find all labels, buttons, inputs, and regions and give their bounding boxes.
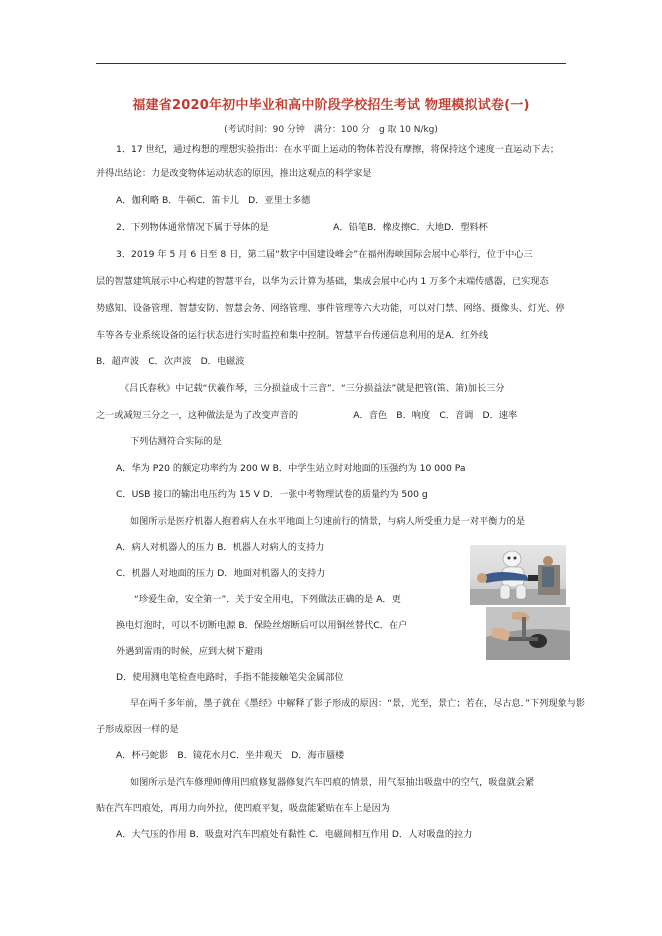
page-title: 福建省2020年初中毕业和高中阶段学校招生考试 物理模拟试卷(一): [132, 98, 530, 113]
question-3-options: B．超声波 C．次声波 D．电磁波: [96, 356, 245, 367]
question-6-options-ab: A．病人对机器人的压力 B．机器人对病人的支持力: [116, 542, 325, 553]
exam-info: (考试时间：90 分钟 满分：100 分 g 取 10 N/kg): [224, 125, 438, 135]
question-7-line-3: 外遇到雷雨的时候，应到大树下避雨: [116, 646, 263, 657]
question-7-line-2: 换电灯泡时，可以不切断电源 B．保险丝熔断后可以用铜丝替代C．在户: [116, 620, 408, 631]
question-7-line-1: “珍爱生命，安全第一”．关于安全用电，下列做法正确的是 A．更: [134, 594, 401, 605]
question-6-stem: 如图所示是医疗机器人抱着病人在水平地面上匀速前行的情景，与病人所受重力是一对平衡力的是: [130, 516, 526, 527]
question-5-stem: 下列估测符合实际的是: [130, 436, 222, 447]
question-8-line-1: 早在两千多年前，墨子就在《墨经》中解释了影子形成的原因：“景，光至，景亡；若在，尽古息．”下列现象与影: [130, 698, 586, 709]
question-3-line-3: 势感知、设备管理、智慧安防、智慧会务、网络管理、事件管理等六大功能，可以对门禁、网络、摄像头、灯光、停: [96, 303, 565, 314]
robot-holding-patient-photo: [470, 545, 566, 605]
question-9-options: A．大气压的作用 B．吸盘对汽车凹痕处有黏性 C．电磁间相互作用 D．人对吸盘的拉力: [116, 829, 473, 840]
question-8-line-2: 子形成原因一样的是: [96, 724, 179, 735]
suction-cup-dent-repair-photo: [486, 607, 570, 660]
question-9-line-2: 贴在汽车凹痕处，再用力向外拉，使凹痕平复，吸盘能紧贴在车上是因为: [96, 803, 390, 814]
header-rule: [96, 63, 566, 64]
question-4-line-1: 《吕氏春秋》中记载“伏羲作琴，三分损益成十三音”．“三分损益法”就是把管(笛、箫)加长三分: [120, 383, 505, 394]
question-2: 2．下列物体通常情况下属于导体的是 A．铅笔B．橡皮擦C．大地D．塑料杯: [116, 222, 488, 233]
question-7-option-d: D．使用测电笔检查电路时，手指不能接触笔尖金属部位: [116, 672, 344, 683]
question-5-options-ab: A．华为 P20 的额定功率约为 200 W B．中学生站立时对地面的压强约为 10 000 Pa: [116, 463, 466, 474]
question-3-line-4: 车等各专业系统设备的运行状态进行实时监控和集中控制。智慧平台传递信息利用的是A．红外线: [96, 330, 489, 341]
question-9-line-1: 如图所示是汽车修理师傅用凹痕修复器修复汽车凹痕的情景，用气泵抽出吸盘中的空气，吸盘就会紧: [130, 777, 535, 788]
question-1-line-1: 1．17 世纪，通过构想的理想实验指出：在水平面上运动的物体若没有摩擦，将保持这个速度一直运动下去；: [116, 144, 560, 155]
question-6-options-cd: C．机器人对地面的压力 D．地面对机器人的支持力: [116, 568, 326, 579]
question-3-line-1: 3．2019 年 5 月 6 日至 8 日，第二届“数字中国建设峰会”在福州海峡国际会展中心举行，位于中心三: [116, 249, 533, 260]
question-3-line-2: 层的智慧建筑展示中心构建的智慧平台，以华为云计算为基础，集成会展中心内 1 万多个末端传感器，已实现态: [96, 276, 549, 287]
question-8-options: A．杯弓蛇影 B．镜花水月C．坐井观天 D．海市蜃楼: [116, 750, 345, 761]
question-4-line-2: 之一或减短三分之一，这种做法是为了改变声音的 A．音色 B．响度 C．音调 D．速率: [96, 410, 518, 421]
question-1-options: A．伽利略 B．牛顿C．笛卡儿 D．亚里士多德: [116, 195, 311, 206]
question-1-line-2: 并得出结论：力是改变物体运动状态的原因，推出这观点的科学家是: [96, 168, 372, 179]
question-5-options-cd: C．USB 接口的输出电压约为 15 V D．一张中考物理试卷的质量约为 500 g: [116, 489, 428, 500]
